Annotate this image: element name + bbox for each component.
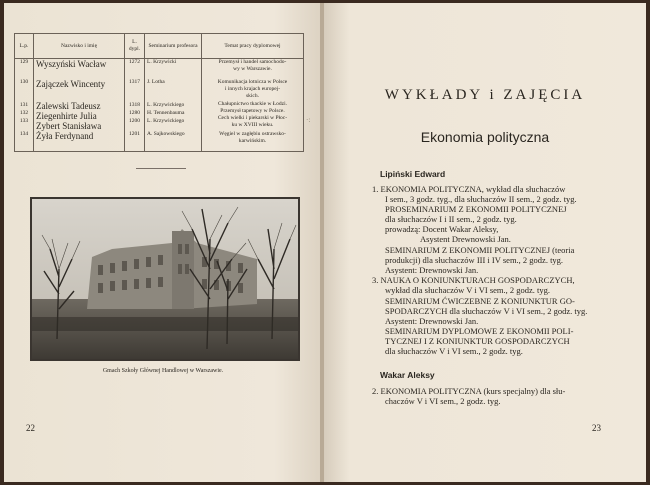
topic-line: ku w XVIII wieku. <box>231 122 274 128</box>
lecture-line: PROSEMINARIUM Z EKONOMII POLITYCZNEJ <box>385 204 567 214</box>
prof-value: L. Krzywickiego <box>147 118 185 124</box>
name-value: Zalewski Tadeusz <box>36 101 101 111</box>
lecture-line: 3. NAUKA O KONIUNKTURACH GOSPODARCZYCH, <box>372 275 575 285</box>
cell-prof: A. Sajkowskiego <box>145 131 202 152</box>
lecture-line: wykład dla słuchaczów V i VI sem., 2 godz. tyg. <box>385 285 551 295</box>
cell-name: Zajączek Wincenty <box>34 79 125 101</box>
lecture-line: SEMINARIUM ĆWICZEBNE Z KONIUNKTUR GO- <box>385 296 575 306</box>
lecture-line: SPODARCZYCH dla słuchaczów V i VI sem., 2 godz. tyg. <box>385 306 588 316</box>
lp-value: 133 <box>19 118 29 124</box>
diploma-table <box>14 33 304 152</box>
cell-name: Żyła Ferdynand <box>34 131 125 152</box>
cell-dypl: 1201 <box>125 131 145 152</box>
margin-mark: ·: <box>306 116 311 124</box>
section-subtitle: Ekonomia polityczna <box>420 129 550 145</box>
topic-line: Cech wielki i piekarski w Płoc- <box>217 115 288 121</box>
cell-topic <box>202 101 304 131</box>
topic-line: skich. <box>246 93 259 99</box>
lecture-line: prowadzą: Docent Wakar Aleksy, <box>385 224 499 234</box>
section-title: WYKŁADY i ZAJĘCIA <box>384 87 586 103</box>
dypl-value: 1200 <box>129 118 140 124</box>
lecture-line: 1. EKONOMIA POLITYCZNA, wykład dla słuchaczów <box>372 184 566 194</box>
table-row <box>15 101 304 131</box>
cell-dypl: 1317 <box>125 79 145 101</box>
lecture-line: chaczów V i VI sem., 2 godz. tyg. <box>385 396 501 406</box>
col-header-prof: Seminarium profesora <box>145 34 202 59</box>
lecture-line: 2. EKONOMIA POLITYCZNA (kurs specjalny) dla słu- <box>372 386 566 396</box>
table-header-row <box>15 34 304 59</box>
lecture-line: Asystent Drewnowski Jan. <box>420 234 511 244</box>
lecture-line: TYCZNEJ I Z KONIUNKTUR GOSPODARCZYCH <box>385 336 570 346</box>
lecture-line: Asystent: Drewnowski Jan. <box>385 265 479 275</box>
right-page <box>324 3 646 482</box>
table-row <box>15 79 304 101</box>
cell-name: Wyszyński Wacław <box>34 59 125 80</box>
separator-rule <box>136 168 186 169</box>
topic-line: Przemysł tapetowy w Polsce. <box>220 108 285 114</box>
building-photo <box>30 197 300 361</box>
lecture-line: dla słuchaczów V i VI sem., 2 godz. tyg. <box>385 346 523 356</box>
prof-value: H. Tennenbauma <box>147 110 185 116</box>
lecture-line: Asystent: Drewnowski Jan. <box>385 316 479 326</box>
lecture-line: SEMINARIUM DYPLOMOWE Z EKONOMII POLI- <box>385 326 574 336</box>
topic-line: i innych krajach europej- <box>224 86 281 92</box>
lp-value: 131 <box>19 102 29 108</box>
photo-caption: Gmach Szkoły Głównej Handlowej w Warszawie. <box>102 368 224 374</box>
col-header-topic: Temat pracy dyplomowej <box>202 34 304 59</box>
col-header-lp: L.p. <box>15 34 34 59</box>
table-row <box>15 59 304 80</box>
cell-lp: 134 <box>15 131 34 152</box>
cell-prof <box>145 101 202 131</box>
topic-line: Węgiel w zagłębiu ostrawsko- <box>219 131 286 137</box>
professor-name: Lipiński Edward <box>380 169 446 179</box>
cell-dypl: 1272 <box>125 59 145 80</box>
cell-topic <box>202 131 304 152</box>
name-value: Zybert Stanisława <box>36 121 102 131</box>
professor-name: Wakar Aleksy <box>380 370 435 380</box>
lecture-line: produkcji) dla słuchaczów III i IV sem., 2 godz. tyg. <box>385 255 564 265</box>
cell-lp <box>15 101 34 131</box>
cell-name <box>34 101 125 131</box>
left-page <box>4 3 322 482</box>
book-spread <box>4 3 646 482</box>
cell-topic <box>202 79 304 101</box>
col-header-dypl: L. dypl. <box>125 34 145 59</box>
lp-value: 132 <box>19 110 29 116</box>
cell-topic <box>202 59 304 80</box>
topic-line: wy w Warszawie. <box>233 66 272 72</box>
cell-prof: L. Krzywicki <box>145 59 202 80</box>
name-value: Ziegenhirte Julia <box>36 111 97 121</box>
topic-line: karwińskim. <box>238 138 267 144</box>
topic-line: Chałupnictwo tkackie w Łodzi. <box>217 101 288 107</box>
cell-lp: 129 <box>15 59 34 80</box>
cell-lp: 130 <box>15 79 34 101</box>
topic-line: Przemysł i handel samochodo- <box>218 59 287 65</box>
lecture-line: SEMINARIUM Z EKONOMII POLITYCZNEJ (teoria <box>385 245 575 255</box>
dypl-value: 1318 <box>129 102 140 108</box>
page-number-right: 23 <box>592 423 601 433</box>
page-number-left: 22 <box>26 423 35 433</box>
lecture-line: I sem., 3 godz. tyg., dla słuchaczów II sem., 2 godz. tyg. <box>385 194 577 204</box>
lecture-line: dla słuchaczów I i II sem., 2 godz. tyg. <box>385 214 517 224</box>
col-header-name: Nazwisko i imię <box>34 34 125 59</box>
prof-value: L. Krzywickiego <box>147 102 185 108</box>
dypl-value: 1280 <box>129 110 140 116</box>
cell-prof: J. Lotha <box>145 79 202 101</box>
topic-line: Komunikacja lotnicza w Polsce <box>217 79 288 85</box>
table-row <box>15 131 304 152</box>
cell-dypl <box>125 101 145 131</box>
